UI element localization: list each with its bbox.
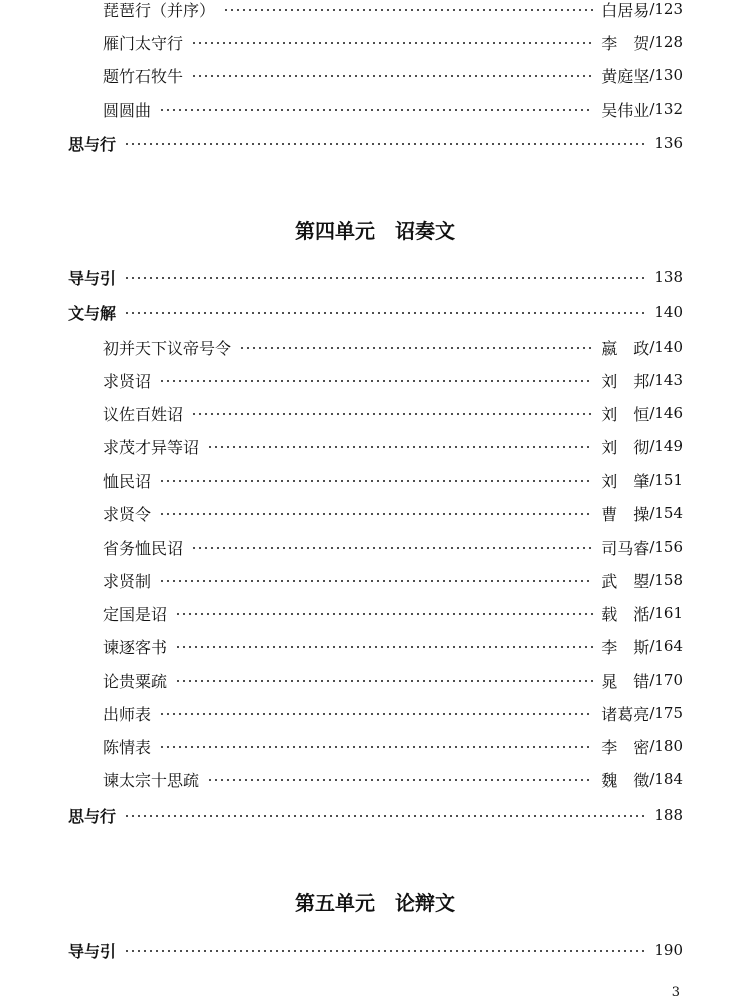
entry-page: /123 — [649, 0, 683, 18]
dot-leader — [124, 310, 646, 316]
entry-author: 载 湉 — [601, 604, 650, 624]
toc-section-entry[interactable] — [68, 264, 683, 290]
dot-leader — [191, 411, 593, 417]
entry-author: 吴伟业 — [601, 100, 650, 120]
toc-section-entry[interactable] — [68, 937, 683, 963]
entry-author: 李 斯 — [601, 637, 650, 657]
dot-leader — [159, 478, 593, 484]
entry-author: 李 密 — [601, 737, 650, 757]
dot-leader — [191, 40, 593, 46]
entry-author: 曹 操 — [601, 504, 650, 524]
toc-entry[interactable] — [103, 667, 683, 693]
entry-title: 琵琶行（并序） — [103, 0, 216, 20]
dot-leader — [124, 948, 646, 954]
entry-page: 190 — [654, 941, 683, 959]
entry-author: 晁 错 — [601, 671, 650, 691]
entry-page: /158 — [649, 571, 683, 589]
dot-leader — [175, 611, 593, 617]
dot-leader — [124, 275, 646, 281]
unit-heading: 第四单元 诏奏文 — [295, 219, 455, 243]
toc-entry[interactable] — [103, 367, 683, 393]
toc-section-entry[interactable] — [68, 802, 683, 828]
entry-page: /170 — [649, 671, 683, 689]
entry-title: 导与引 — [68, 268, 117, 288]
entry-title: 文与解 — [68, 303, 117, 323]
entry-page: /146 — [649, 404, 683, 422]
entry-page: /132 — [649, 100, 683, 118]
entry-author: 李 贺 — [601, 33, 650, 53]
entry-page: /128 — [649, 33, 683, 51]
entry-title: 恤民诏 — [103, 471, 152, 491]
entry-title: 求贤制 — [103, 571, 152, 591]
dot-leader — [175, 678, 593, 684]
dot-leader — [159, 578, 593, 584]
entry-title: 论贵粟疏 — [103, 671, 168, 691]
entry-title: 陈情表 — [103, 737, 152, 757]
entry-author: 武 曌 — [601, 571, 650, 591]
entry-title: 出师表 — [103, 704, 152, 724]
entry-title: 谏逐客书 — [103, 637, 168, 657]
entry-title: 思与行 — [68, 134, 117, 154]
entry-title: 省务恤民诏 — [103, 538, 184, 558]
entry-author: 刘 恒 — [601, 404, 650, 424]
entry-page: /180 — [649, 737, 683, 755]
dot-leader — [159, 711, 593, 717]
page-number: 3 — [671, 985, 680, 1000]
entry-page: /184 — [649, 770, 683, 788]
entry-page: 188 — [654, 806, 683, 824]
entry-title: 求茂才异等诏 — [103, 437, 200, 457]
entry-title: 初并天下议帝号令 — [103, 338, 232, 358]
entry-author: 刘 邦 — [601, 371, 650, 391]
dot-leader — [223, 7, 593, 13]
toc-entry[interactable] — [103, 400, 683, 426]
entry-author: 魏 徵 — [601, 770, 650, 790]
entry-title: 谏太宗十思疏 — [103, 770, 200, 790]
entry-page: 140 — [654, 303, 683, 321]
entry-title: 雁门太守行 — [103, 33, 184, 53]
toc-entry[interactable] — [103, 500, 683, 526]
dot-leader — [159, 511, 593, 517]
toc-section-entry[interactable] — [68, 130, 683, 156]
toc-entry[interactable] — [103, 467, 683, 493]
entry-page: /130 — [649, 66, 683, 84]
entry-author: 刘 肇 — [601, 471, 650, 491]
dot-leader — [175, 644, 593, 650]
toc-entry[interactable] — [103, 62, 683, 88]
toc-entry[interactable] — [103, 29, 683, 55]
entry-author: 嬴 政 — [601, 338, 650, 358]
toc-entry[interactable] — [103, 733, 683, 759]
unit-heading: 第五单元 论辩文 — [295, 891, 455, 915]
toc-entry[interactable] — [103, 600, 683, 626]
toc-entry[interactable] — [103, 433, 683, 459]
entry-page: /175 — [649, 704, 683, 722]
entry-title: 圆圆曲 — [103, 100, 152, 120]
entry-page: 136 — [654, 134, 683, 152]
toc-entry[interactable] — [103, 0, 683, 22]
toc-entry[interactable] — [103, 334, 683, 360]
entry-page: /143 — [649, 371, 683, 389]
entry-page: /164 — [649, 637, 683, 655]
dot-leader — [124, 813, 646, 819]
entry-title: 议佐百姓诏 — [103, 404, 184, 424]
entry-author: 白居易 — [601, 0, 650, 20]
entry-page: /151 — [649, 471, 683, 489]
toc-entry[interactable] — [103, 766, 683, 792]
entry-title: 定国是诏 — [103, 604, 168, 624]
dot-leader — [207, 777, 593, 783]
toc-entry[interactable] — [103, 96, 683, 122]
entry-title: 求贤令 — [103, 504, 152, 524]
entry-title: 导与引 — [68, 941, 117, 961]
entry-author: 黄庭坚 — [601, 66, 650, 86]
dot-leader — [124, 141, 646, 147]
entry-author: 诸葛亮 — [601, 704, 650, 724]
toc-section-entry[interactable] — [68, 299, 683, 325]
dot-leader — [159, 378, 593, 384]
toc-entry[interactable] — [103, 567, 683, 593]
toc-entry[interactable] — [103, 534, 683, 560]
dot-leader — [207, 444, 593, 450]
entry-title: 题竹石牧牛 — [103, 66, 184, 86]
toc-entry[interactable] — [103, 700, 683, 726]
dot-leader — [239, 345, 593, 351]
entry-title: 思与行 — [68, 806, 117, 826]
dot-leader — [159, 107, 593, 113]
dot-leader — [159, 744, 593, 750]
entry-author: 刘 彻 — [601, 437, 650, 457]
entry-page: /156 — [649, 538, 683, 556]
entry-page: /140 — [649, 338, 683, 356]
toc-entry[interactable] — [103, 633, 683, 659]
entry-page: /161 — [649, 604, 683, 622]
dot-leader — [191, 73, 593, 79]
entry-title: 求贤诏 — [103, 371, 152, 391]
entry-page: /149 — [649, 437, 683, 455]
entry-author: 司马睿 — [601, 538, 650, 558]
entry-page: 138 — [654, 268, 683, 286]
entry-page: /154 — [649, 504, 683, 522]
dot-leader — [191, 545, 593, 551]
